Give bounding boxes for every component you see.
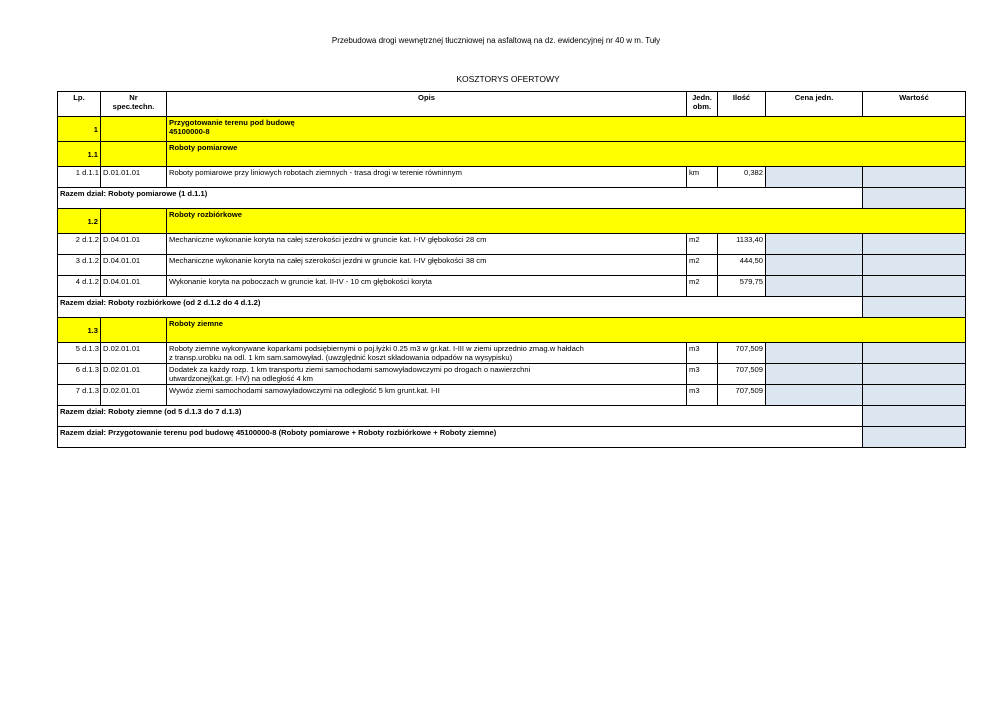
total-value-cell[interactable] <box>863 427 966 448</box>
value-cell[interactable] <box>863 167 966 188</box>
item-unit: km <box>687 167 718 188</box>
item-quantity: 707,509 <box>718 364 766 385</box>
table-row <box>58 234 966 255</box>
item-lp: 5 d.1.3 <box>58 343 101 364</box>
table-row <box>58 343 966 364</box>
col-header-nr-line2: spec.techn. <box>112 102 155 111</box>
item-description: Wykonanie koryta na poboczach w gruncie kat. II-IV - 10 cm głębokości koryta <box>167 276 687 297</box>
unit-price-cell[interactable] <box>766 385 863 406</box>
subsection-title: Roboty rozbiórkowe <box>167 209 966 234</box>
section-nr <box>101 117 167 142</box>
unit-price-cell[interactable] <box>766 234 863 255</box>
value-cell[interactable] <box>863 234 966 255</box>
subtotal-value-cell[interactable] <box>863 188 966 209</box>
item-unit: m3 <box>687 343 718 364</box>
table-row <box>58 276 966 297</box>
item-quantity: 707,509 <box>718 385 766 406</box>
unit-price-cell[interactable] <box>766 276 863 297</box>
section-title-line2: 45100000-8 <box>169 127 210 136</box>
table-row <box>58 255 966 276</box>
item-unit: m2 <box>687 255 718 276</box>
item-quantity: 1133,40 <box>718 234 766 255</box>
value-cell[interactable] <box>863 255 966 276</box>
document-title: KOSZTORYS OFERTOWY <box>456 74 560 84</box>
subsection-nr <box>101 318 167 343</box>
table-row <box>58 364 966 385</box>
section-lp: 1 <box>58 117 101 142</box>
col-header-jedn-line2: obm. <box>692 102 712 111</box>
item-description: Mechaniczne wykonanie koryta na całej szerokości jezdni w gruncie kat. I-IV głębokości 38 cm <box>167 255 687 276</box>
item-lp: 6 d.1.3 <box>58 364 101 385</box>
subsection-lp: 1.2 <box>58 209 101 234</box>
value-cell[interactable] <box>863 276 966 297</box>
document-header: Przebudowa drogi wewnętrznej tłuczniowej na asfaltową na dz. ewidencyjnej nr 40 w m. Tuły <box>331 36 661 45</box>
subsection-row <box>58 318 966 343</box>
item-lp: 4 d.1.2 <box>58 276 101 297</box>
subtotal-label: Razem dział: Roboty ziemne (od 5 d.1.3 do 7 d.1.3) <box>58 406 863 427</box>
item-description <box>167 343 687 364</box>
item-spec: D.02.01.01 <box>101 385 167 406</box>
subtotal-row <box>58 406 966 427</box>
item-description <box>167 364 687 385</box>
subsection-row <box>58 142 966 167</box>
subtotal-row <box>58 297 966 318</box>
item-quantity: 444,50 <box>718 255 766 276</box>
value-cell[interactable] <box>863 343 966 364</box>
subtotal-row <box>58 188 966 209</box>
item-spec: D.02.01.01 <box>101 364 167 385</box>
unit-price-cell[interactable] <box>766 167 863 188</box>
subsection-row <box>58 209 966 234</box>
subtotal-value-cell[interactable] <box>863 406 966 427</box>
col-header-wartosc: Wartość <box>863 92 966 117</box>
section-row <box>58 117 966 142</box>
col-header-lp: Lp. <box>58 92 101 117</box>
col-header-nr <box>101 92 167 117</box>
item-unit: m2 <box>687 276 718 297</box>
subtotal-label: Razem dział: Roboty rozbiórkowe (od 2 d.1.2 do 4 d.1.2) <box>58 297 863 318</box>
subsection-nr <box>101 209 167 234</box>
unit-price-cell[interactable] <box>766 364 863 385</box>
value-cell[interactable] <box>863 385 966 406</box>
subsection-title: Roboty pomiarowe <box>167 142 966 167</box>
col-header-opis: Opis <box>167 92 687 117</box>
value-cell[interactable] <box>863 364 966 385</box>
total-label: Razem dział: Przygotowanie terenu pod budowę 45100000-8 (Roboty pomiarowe + Roboty rozbiórkowe + Roboty ziemne) <box>58 427 863 448</box>
subsection-lp: 1.3 <box>58 318 101 343</box>
subtotal-value-cell[interactable] <box>863 297 966 318</box>
col-header-ilosc: Ilość <box>718 92 766 117</box>
subsection-lp: 1.1 <box>58 142 101 167</box>
table-row <box>58 385 966 406</box>
item-description-line2: z transp.urobku na odl. 1 km sam.samowyład. (uwzględnić koszt składowania odpadów na wysypisku) <box>169 353 513 362</box>
section-title <box>167 117 966 142</box>
item-spec: D.04.01.01 <box>101 276 167 297</box>
item-description: Wywóz ziemi samochodami samowyładowczymi na odległość 5 km grunt.kat. I-II <box>167 385 687 406</box>
subsection-title: Roboty ziemne <box>167 318 966 343</box>
col-header-jedn <box>687 92 718 117</box>
item-spec: D.01.01.01 <box>101 167 167 188</box>
item-quantity: 707,509 <box>718 343 766 364</box>
subtotal-label: Razem dział: Roboty pomiarowe (1 d.1.1) <box>58 188 863 209</box>
item-description: Mechaniczne wykonanie koryta na całej szerokości jezdni w gruncie kat. I-IV głębokości 28 cm <box>167 234 687 255</box>
unit-price-cell[interactable] <box>766 255 863 276</box>
table-header-row <box>58 92 966 117</box>
table-row <box>58 167 966 188</box>
item-unit: m3 <box>687 385 718 406</box>
item-description-line2: utwardzonej(kat.gr. I-IV) na odległość 4 km <box>169 374 313 383</box>
item-quantity: 0,382 <box>718 167 766 188</box>
item-lp: 2 d.1.2 <box>58 234 101 255</box>
item-description-line1: Roboty ziemne wykonywane koparkami podsiębiernymi o poj.łyżki 0.25 m3 w gr.kat. I-III w ziemi uprzednio zmag.w hałdach <box>169 344 584 353</box>
item-lp: 1 d.1.1 <box>58 167 101 188</box>
item-spec: D.04.01.01 <box>101 255 167 276</box>
cost-estimate-table <box>57 91 966 448</box>
section-title-line1: Przygotowanie terenu pod budowę <box>169 118 295 127</box>
total-row <box>58 427 966 448</box>
item-unit: m3 <box>687 364 718 385</box>
col-header-jedn-line1: Jedn. <box>692 93 712 102</box>
unit-price-cell[interactable] <box>766 343 863 364</box>
item-lp: 7 d.1.3 <box>58 385 101 406</box>
item-description-line1: Dodatek za każdy rozp. 1 km transportu ziemi samochodami samowyładowczymi po drogach o nawierzchni <box>169 365 531 374</box>
item-unit: m2 <box>687 234 718 255</box>
col-header-nr-line1: Nr <box>129 93 138 102</box>
col-header-cena: Cena jedn. <box>766 92 863 117</box>
item-description: Roboty pomiarowe przy liniowych robotach ziemnych - trasa drogi w terenie równinnym <box>167 167 687 188</box>
item-spec: D.02.01.01 <box>101 343 167 364</box>
item-lp: 3 d.1.2 <box>58 255 101 276</box>
item-quantity: 579,75 <box>718 276 766 297</box>
subsection-nr <box>101 142 167 167</box>
item-spec: D.04.01.01 <box>101 234 167 255</box>
